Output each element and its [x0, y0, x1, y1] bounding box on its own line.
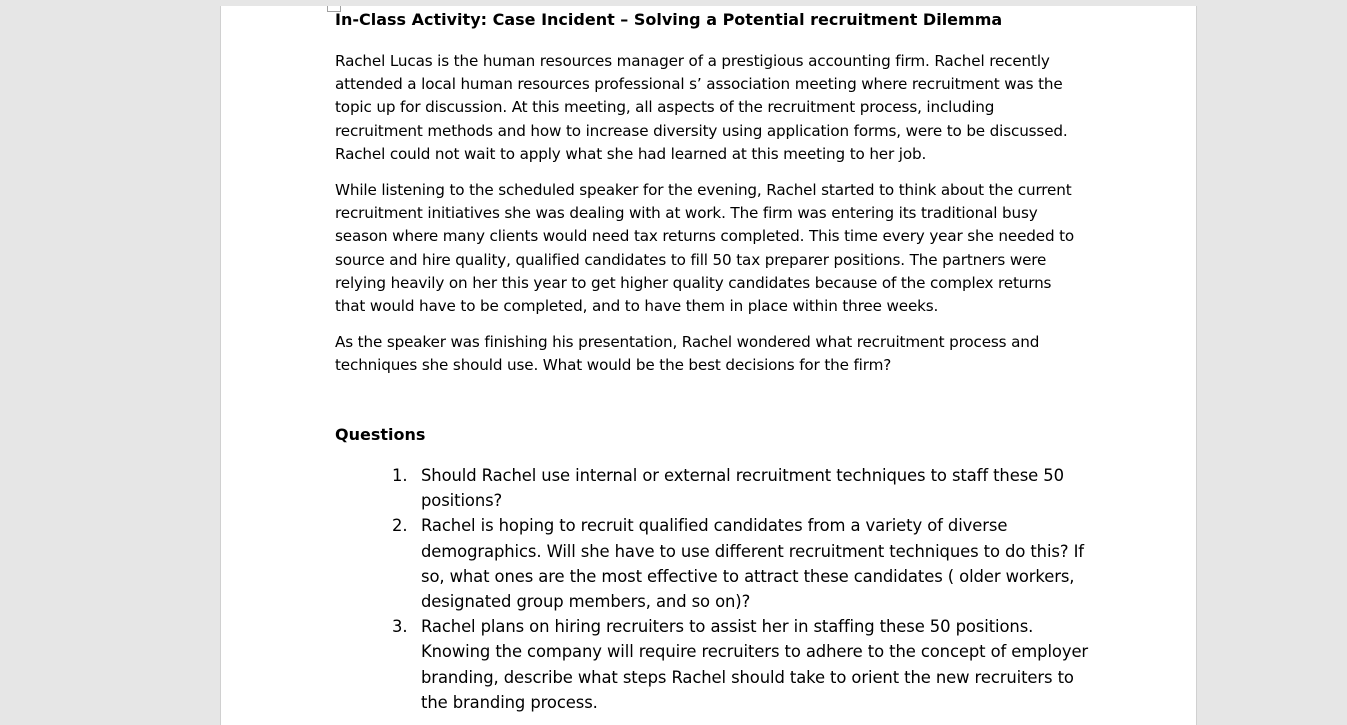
questions-list — [335, 463, 1095, 715]
questions-heading: Questions — [335, 425, 426, 444]
list-item — [335, 463, 1095, 513]
list-item-number: 2. — [392, 516, 408, 536]
paragraph-intro: Rachel Lucas is the human resources manager of a prestigious accounting firm. Rachel recently attended a local human resources professional s’ association meeting where recruitment was the topic up for discussion. At this meeting, all aspects of the recruitment process, including recruitment methods and how to increase diversity using application forms, were to be discussed. Rachel could not wait to apply what she had learned at this meeting to her job. — [335, 52, 1068, 163]
list-item — [335, 614, 1095, 715]
list-item-text: Rachel plans on hiring recruiters to assist her in staffing these 50 positions. Knowing the company will require recruiters to adhere to the concept of employer branding, describe what steps Rachel should take to orient the new recruiters to the branding process. — [421, 617, 1089, 712]
list-item — [335, 513, 1095, 614]
paragraph-conclusion: As the speaker was finishing his presentation, Rachel wondered what recruitment process and techniques she should use. What would be the best decisions for the firm? — [335, 333, 1040, 375]
document-page — [220, 6, 1197, 725]
list-item-text: Should Rachel use internal or external recruitment techniques to staff these 50 positions? — [421, 466, 1064, 511]
paragraph-context: While listening to the scheduled speaker for the evening, Rachel started to think about the current recruitment initiatives she was dealing with at work. The firm was entering its traditional busy season where many clients would need tax returns completed. This time every year she needed to source and hire quality, qualified candidates to fill 50 tax preparer positions. The partners were relying heavily on her this year to get higher quality candidates because of the complex returns that would have to be completed, and to have them in place within three weeks. — [335, 181, 1075, 316]
document-title: In-Class Activity: Case Incident – Solving a Potential recruitment Dilemma — [335, 10, 1003, 29]
list-item-number: 1. — [392, 466, 408, 485]
list-item-number: 3. — [392, 617, 408, 637]
document-body — [335, 8, 1095, 712]
list-item-text: Rachel is hoping to recruit qualified candidates from a variety of diverse demographics. Will she have to use different recruitment techniques to do this? If so, what ones are the most effective to attract these candidates ( older workers, designated group members, and so on)? — [421, 516, 1084, 612]
